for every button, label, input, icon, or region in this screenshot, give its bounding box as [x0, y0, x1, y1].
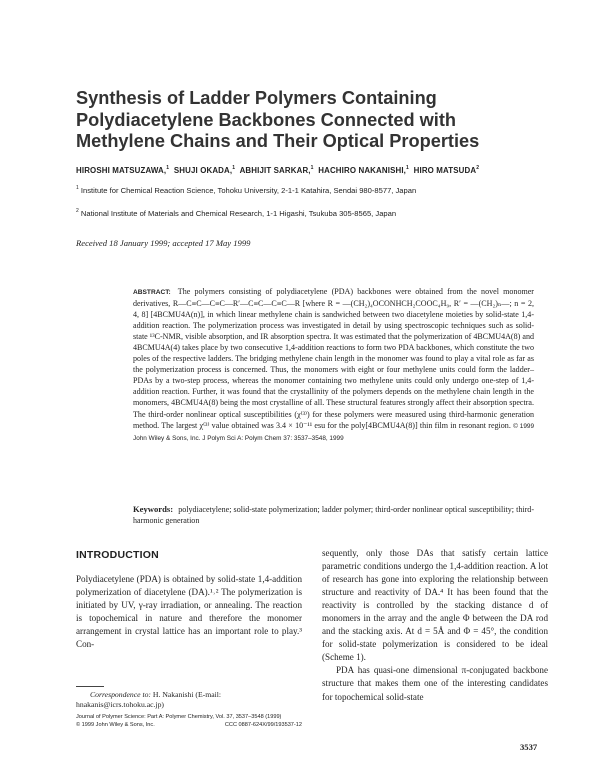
abstract-label: ABSTRACT:	[133, 289, 171, 296]
abstract-text: The polymers consisting of polydiacetylene (PDA) backbones were obtained from the novel monomer derivatives, R—C≡C—C≡C—R′—C≡C—C≡C—R [where R = —(CH₂)₄OCONHCH₂COOC₄H₉, R′ = —(CH₂)ₙ—; n = 2, 4, 8] [4BCMU4A(n)], in which linear methylene chain is sandwiched between two diacetylene moieties by solid-state 1,4-addition reaction. The polymerization process was investigated in detail by using spectroscopic techniques such as solid-state ¹³C-NMR, visible absorption, and IR absorption spectra. It was estimated that the polymerization of 4BCMU4A(8) and 4BCMU4A(4) takes place by two consecutive 1,4-addition reactions to form two PDA backbones, which constitute the two poles of the respective ladders. The bridging methylene chain length in the monomer was found to play a vital role as far as the polymerization process is concerned. Thus, the monomers with eight or four methylene units could form the ladder–PDAs by a two-step process, whereas the monomer containing two methylene units could only undergo one-step of 1,4-addition reaction. Further, it was found that the crystallinity of the polymers depends on the methylene chain length in the monomers, 4BCMU4A(8) being the most crystalline of all. These structural features strongly affect their absorption spectra. The third-order nonlinear optical susceptibilities (χ⁽³⁾) for these polymers were measured using third-harmonic generation method. The largest χ⁽³⁾ value obtained was 3.4 × 10⁻¹¹ esu for the poly[4BCMU4A(8)] thin film in resonant region.	[133, 287, 534, 430]
author: HIRO MATSUDA$^2$	[413, 165, 480, 175]
keywords-text: polydiacetylene; solid-state polymerization; ladder polymer; third-order nonlinear optical susceptibility; third-harmonic generation	[133, 505, 534, 526]
received-date: Received 18 January 1999; accepted 17 May 1999	[76, 238, 251, 248]
keywords-label: Keywords:	[133, 504, 174, 514]
page-number: 3537	[520, 742, 538, 752]
keywords	[133, 504, 534, 526]
correspondence-label: Correspondence to:	[90, 690, 151, 699]
correspondence-footnote	[76, 690, 302, 710]
affiliation: $^2$ National Institute of Materials and Chemical Research, 1-1 Higashi, Tsukuba 305-8565, Japan	[76, 208, 397, 218]
ccc-code: CCC 0887-624X/99/193537-12	[224, 722, 302, 728]
author: HACHIRO NAKANISHI,$^1$	[318, 165, 409, 175]
abstract-citation: © 1999 John Wiley & Sons, Inc. J Polym Sci A: Polym Chem 37: 3537–3548, 1999	[133, 422, 534, 442]
paragraph: sequently, only those DAs that satisfy certain lattice parametric conditions undergo the 1,4-addition reaction. A lot of research has gone into exploring the relationship between structure and reactivity of DA.⁴ It has been found that the reactivity is controlled by the stacking distance d of monomers in the array and the angle Φ between the DA rod and the stacking axis. At d = 5Å and Φ = 45°, the condition for solid-state polymerization is considered to be ideal (Scheme 1).	[322, 548, 548, 663]
paper-title: Synthesis of Ladder Polymers Containing Polydiacetylene Backbones Connected with Methylene Chains and Their Optical Properties	[76, 88, 480, 151]
affiliation: $^1$ Institute for Chemical Reaction Science, Tohoku University, 2-1-1 Katahira, Sendai 980-8577, Japan	[76, 185, 417, 195]
body-column-left: Polydiacetylene (PDA) is obtained by solid-state 1,4-addition polymerization of diacetylene (DA).¹˒² The polymerization is initiated by UV, γ-ray irradiation, or annealing. The reaction is topochemical in nature and therefore the monomer arrangement in crystal lattice has an important role to play.³ Con-	[76, 574, 302, 650]
body-column-right	[322, 547, 548, 704]
abstract	[133, 286, 534, 444]
author-list	[76, 166, 556, 175]
author: ABHIJIT SARKAR,$^1$	[239, 165, 314, 175]
section-heading: INTRODUCTION	[76, 549, 159, 561]
paragraph: PDA has quasi-one dimensional π-conjugated backbone structure that makes them one of the interesting candidates for topochemical solid-state	[322, 665, 548, 702]
journal-line: Journal of Polymer Science: Part A: Polymer Chemistry, Vol. 37, 3537–3548 (1999)	[76, 714, 282, 720]
correspondence-text: H. Nakanishi (E-mail: hnakanis@icrs.tohoku.ac.jp)	[76, 690, 222, 710]
author: HIROSHI MATSUZAWA,$^1$	[76, 165, 170, 175]
journal-info	[76, 713, 302, 729]
copyright: © 1999 John Wiley & Sons, Inc.	[76, 722, 155, 728]
author: SHUJI OKADA,$^1$	[173, 165, 236, 175]
footnote-rule	[76, 686, 104, 687]
